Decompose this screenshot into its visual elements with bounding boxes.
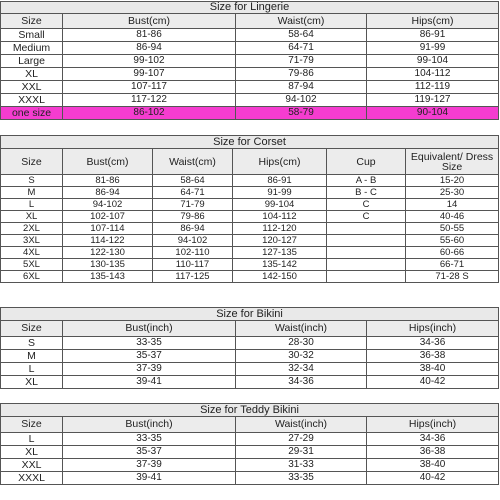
header-hips: Hips(inch) [367, 321, 499, 337]
cup-cell [327, 223, 406, 235]
size-cell: XL [1, 211, 63, 223]
size-cell: L [1, 433, 63, 446]
cup-cell [327, 259, 406, 271]
bust-cell: 135-143 [63, 271, 153, 283]
hips-cell: 104-112 [233, 211, 327, 223]
hips-cell: 119-127 [367, 94, 499, 107]
bust-cell: 37-39 [63, 459, 236, 472]
teddy-bikini-size-table [0, 403, 498, 485]
table-row [1, 211, 499, 223]
waist-cell: 28-30 [236, 337, 367, 350]
table-row [1, 472, 499, 485]
bikini-table-title: Size for Bikini [1, 308, 499, 321]
cup-cell [327, 235, 406, 247]
size-cell: 3XL [1, 235, 63, 247]
waist-cell: 58-64 [236, 29, 367, 42]
dress-size-cell: 15-20 [406, 175, 499, 187]
bust-cell: 37-39 [63, 363, 236, 376]
bust-cell: 86-102 [63, 107, 236, 120]
hips-cell: 40-42 [367, 376, 499, 389]
waist-cell: 58-64 [153, 175, 233, 187]
size-cell: Small [1, 29, 63, 42]
size-cell: S [1, 337, 63, 350]
waist-cell: 86-94 [153, 223, 233, 235]
bust-cell: 39-41 [63, 376, 236, 389]
hips-cell: 86-91 [367, 29, 499, 42]
hips-cell: 36-38 [367, 446, 499, 459]
header-hips: Hips(cm) [233, 149, 327, 175]
lingerie-table-title: Size for Lingerie [1, 2, 499, 14]
size-cell: 2XL [1, 223, 63, 235]
size-cell: M [1, 350, 63, 363]
size-cell: 6XL [1, 271, 63, 283]
header-waist: Waist(inch) [236, 417, 367, 433]
table-row-highlighted [1, 107, 499, 120]
table-row [1, 55, 499, 68]
table-row [1, 446, 499, 459]
hips-cell: 38-40 [367, 459, 499, 472]
waist-cell: 64-71 [236, 42, 367, 55]
size-cell: XL [1, 68, 63, 81]
hips-cell: 127-135 [233, 247, 327, 259]
size-cell: S [1, 175, 63, 187]
bust-cell: 39-41 [63, 472, 236, 485]
bust-cell: 107-114 [63, 223, 153, 235]
header-bust: Bust(cm) [63, 14, 236, 29]
dress-size-cell: 55-60 [406, 235, 499, 247]
size-cell: Medium [1, 42, 63, 55]
hips-cell: 99-104 [233, 199, 327, 211]
hips-cell: 34-36 [367, 337, 499, 350]
hips-cell: 86-91 [233, 175, 327, 187]
table-row [1, 259, 499, 271]
corset-size-table [0, 135, 498, 283]
size-cell: XL [1, 376, 63, 389]
header-size: Size [1, 14, 63, 29]
hips-cell: 112-119 [367, 81, 499, 94]
bust-cell: 99-102 [63, 55, 236, 68]
bust-cell: 99-107 [63, 68, 236, 81]
table-row [1, 42, 499, 55]
corset-table-title: Size for Corset [1, 136, 499, 149]
table-row [1, 433, 499, 446]
dress-size-cell: 60-66 [406, 247, 499, 259]
hips-cell: 112-120 [233, 223, 327, 235]
waist-cell: 79-86 [153, 211, 233, 223]
header-hips: Hips(cm) [367, 14, 499, 29]
table-row [1, 235, 499, 247]
waist-cell: 102-110 [153, 247, 233, 259]
waist-cell: 33-35 [236, 472, 367, 485]
hips-cell: 36-38 [367, 350, 499, 363]
size-cell: XXL [1, 459, 63, 472]
table-row [1, 223, 499, 235]
bust-cell: 114-122 [63, 235, 153, 247]
hips-cell: 34-36 [367, 433, 499, 446]
size-cell: Large [1, 55, 63, 68]
header-hips: Hips(inch) [367, 417, 499, 433]
table-row [1, 68, 499, 81]
waist-cell: 71-79 [236, 55, 367, 68]
header-size: Size [1, 149, 63, 175]
bust-cell: 33-35 [63, 433, 236, 446]
header-cup: Cup [327, 149, 406, 175]
bust-cell: 107-117 [63, 81, 236, 94]
bust-cell: 35-37 [63, 350, 236, 363]
waist-cell: 31-33 [236, 459, 367, 472]
bust-cell: 86-94 [63, 187, 153, 199]
header-waist: Waist(cm) [236, 14, 367, 29]
dress-size-cell: 66-71 [406, 259, 499, 271]
table-row [1, 29, 499, 42]
hips-cell: 38-40 [367, 363, 499, 376]
size-cell: XXXL [1, 472, 63, 485]
hips-cell: 142-150 [233, 271, 327, 283]
teddy-table-title: Size for Teddy Bikini [1, 404, 499, 417]
waist-cell: 34-36 [236, 376, 367, 389]
size-cell: L [1, 199, 63, 211]
header-size: Size [1, 417, 63, 433]
table-row [1, 350, 499, 363]
table-row [1, 459, 499, 472]
size-cell: 4XL [1, 247, 63, 259]
size-cell: XXL [1, 81, 63, 94]
table-row [1, 175, 499, 187]
waist-cell: 64-71 [153, 187, 233, 199]
waist-cell: 94-102 [236, 94, 367, 107]
table-row [1, 376, 499, 389]
bikini-size-table [0, 307, 498, 389]
bust-cell: 117-122 [63, 94, 236, 107]
waist-cell: 58-79 [236, 107, 367, 120]
size-cell: L [1, 363, 63, 376]
size-cell: 5XL [1, 259, 63, 271]
header-bust: Bust(inch) [63, 321, 236, 337]
table-row [1, 81, 499, 94]
cup-cell [327, 271, 406, 283]
hips-cell: 104-112 [367, 68, 499, 81]
header-dress-size: Equivalent/ Dress Size [406, 149, 499, 175]
hips-cell: 120-127 [233, 235, 327, 247]
header-size: Size [1, 321, 63, 337]
waist-cell: 71-79 [153, 199, 233, 211]
dress-size-cell: 25-30 [406, 187, 499, 199]
waist-cell: 94-102 [153, 235, 233, 247]
hips-cell: 90-104 [367, 107, 499, 120]
size-cell: one size [1, 107, 63, 120]
cup-cell: A - B [327, 175, 406, 187]
hips-cell: 99-104 [367, 55, 499, 68]
dress-size-cell: 40-46 [406, 211, 499, 223]
waist-cell: 27-29 [236, 433, 367, 446]
table-row [1, 337, 499, 350]
waist-cell: 32-34 [236, 363, 367, 376]
dress-size-cell: 14 [406, 199, 499, 211]
bust-cell: 94-102 [63, 199, 153, 211]
size-cell: XXXL [1, 94, 63, 107]
size-cell: M [1, 187, 63, 199]
header-waist: Waist(inch) [236, 321, 367, 337]
table-row [1, 187, 499, 199]
dress-size-cell: 71-28 S [406, 271, 499, 283]
table-row [1, 363, 499, 376]
hips-cell: 91-99 [367, 42, 499, 55]
header-waist: Waist(cm) [153, 149, 233, 175]
cup-cell: C [327, 199, 406, 211]
hips-cell: 135-142 [233, 259, 327, 271]
bust-cell: 35-37 [63, 446, 236, 459]
dress-size-cell: 50-55 [406, 223, 499, 235]
header-bust: Bust(cm) [63, 149, 153, 175]
waist-cell: 79-86 [236, 68, 367, 81]
header-bust: Bust(inch) [63, 417, 236, 433]
table-row [1, 247, 499, 259]
cup-cell: B - C [327, 187, 406, 199]
waist-cell: 87-94 [236, 81, 367, 94]
hips-cell: 91-99 [233, 187, 327, 199]
cup-cell [327, 247, 406, 259]
bust-cell: 122-130 [63, 247, 153, 259]
bust-cell: 81-86 [63, 175, 153, 187]
table-row [1, 94, 499, 107]
waist-cell: 29-31 [236, 446, 367, 459]
cup-cell: C [327, 211, 406, 223]
lingerie-size-table [0, 1, 498, 120]
table-row [1, 199, 499, 211]
waist-cell: 117-125 [153, 271, 233, 283]
hips-cell: 40-42 [367, 472, 499, 485]
table-row [1, 271, 499, 283]
bust-cell: 86-94 [63, 42, 236, 55]
bust-cell: 33-35 [63, 337, 236, 350]
bust-cell: 102-107 [63, 211, 153, 223]
waist-cell: 110-117 [153, 259, 233, 271]
bust-cell: 130-135 [63, 259, 153, 271]
size-cell: XL [1, 446, 63, 459]
waist-cell: 30-32 [236, 350, 367, 363]
bust-cell: 81-86 [63, 29, 236, 42]
